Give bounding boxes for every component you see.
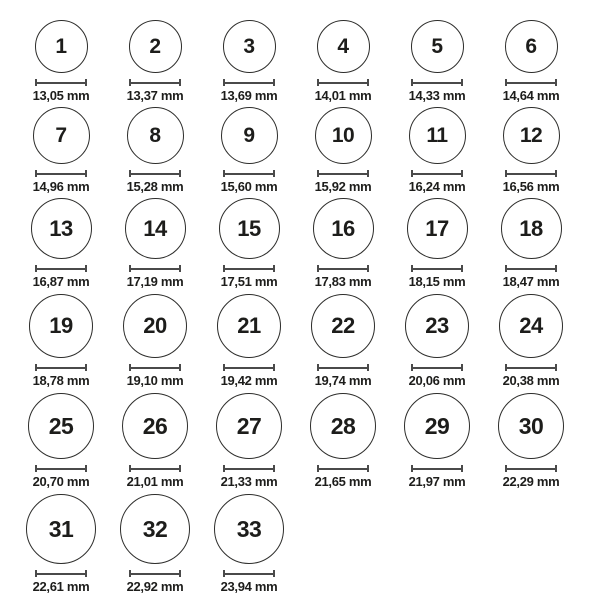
ring-size-cell-27: [202, 393, 296, 489]
diameter-label: 18,47 mm: [502, 274, 560, 289]
ring-size-number: 32: [142, 515, 168, 542]
ring-size-number: 25: [48, 412, 74, 439]
ring-circle: [120, 494, 190, 564]
diameter-measure-line: [35, 170, 87, 177]
ring-size-number: 13: [49, 215, 73, 241]
ring-circle: [501, 198, 562, 259]
diameter-label: 14,96 mm: [32, 179, 90, 194]
diameter-measure-line: [129, 265, 181, 272]
ring-size-number: 29: [424, 412, 450, 439]
ring-size-number: 5: [431, 34, 443, 58]
ring-circle: [313, 198, 374, 259]
ring-circle: [503, 107, 560, 164]
diameter-measure-line: [129, 570, 181, 577]
ring-size-number: 31: [48, 515, 74, 542]
diameter-measure-line: [411, 465, 463, 472]
ring-size-cell-1: [14, 20, 108, 103]
ring-size-number: 22: [331, 313, 355, 338]
ring-circle: [404, 393, 470, 459]
ring-size-number: 30: [518, 412, 544, 439]
ring-size-cell-12: [484, 107, 578, 194]
ring-size-cell-13: [14, 198, 108, 289]
ring-size-number: 12: [519, 123, 543, 147]
ring-size-number: 18: [519, 215, 543, 241]
ring-size-cell-4: [296, 20, 390, 103]
diameter-label: 19,10 mm: [126, 373, 184, 388]
ring-size-number: 20: [143, 313, 167, 338]
diameter-measure-line: [411, 79, 463, 86]
diameter-label: 13,37 mm: [126, 88, 184, 103]
diameter-label: 21,01 mm: [126, 474, 184, 489]
diameter-measure-line: [411, 265, 463, 272]
diameter-label: 22,92 mm: [126, 579, 184, 594]
ring-circle: [498, 393, 564, 459]
diameter-measure-line: [505, 79, 557, 86]
ring-size-number: 26: [142, 412, 168, 439]
ring-circle: [219, 198, 280, 259]
ring-circle: [216, 393, 282, 459]
diameter-measure-line: [223, 265, 275, 272]
ring-circle: [28, 393, 94, 459]
ring-size-number: 24: [519, 313, 543, 338]
diameter-measure-line: [411, 364, 463, 371]
ring-circle: [26, 494, 96, 564]
ring-size-cell-33: [202, 494, 296, 594]
diameter-measure-line: [317, 170, 369, 177]
diameter-label: 14,64 mm: [502, 88, 560, 103]
diameter-measure-line: [129, 465, 181, 472]
ring-size-number: 4: [337, 34, 349, 58]
diameter-label: 13,69 mm: [220, 88, 278, 103]
diameter-label: 16,87 mm: [32, 274, 90, 289]
ring-circle: [505, 20, 558, 73]
ring-circle: [35, 20, 88, 73]
ring-size-cell-26: [108, 393, 202, 489]
ring-circle: [409, 107, 466, 164]
diameter-label: 21,65 mm: [314, 474, 372, 489]
diameter-label: 20,06 mm: [408, 373, 466, 388]
ring-size-cell-23: [390, 294, 484, 388]
ring-size-number: 21: [237, 313, 261, 338]
ring-size-cell-8: [108, 107, 202, 194]
ring-size-cell-20: [108, 294, 202, 388]
ring-circle: [33, 107, 90, 164]
diameter-measure-line: [505, 170, 557, 177]
diameter-label: 19,42 mm: [220, 373, 278, 388]
ring-circle: [221, 107, 278, 164]
ring-circle: [217, 294, 281, 358]
chart-row-4: [14, 294, 600, 388]
diameter-measure-line: [223, 465, 275, 472]
ring-size-number: 33: [236, 515, 262, 542]
ring-size-cell-9: [202, 107, 296, 194]
ring-circle: [317, 20, 370, 73]
diameter-measure-line: [411, 170, 463, 177]
ring-size-number: 6: [525, 34, 537, 58]
ring-size-number: 7: [55, 123, 67, 147]
ring-size-cell-21: [202, 294, 296, 388]
ring-size-cell-11: [390, 107, 484, 194]
ring-size-cell-31: [14, 494, 108, 594]
diameter-measure-line: [505, 265, 557, 272]
ring-size-number: 15: [237, 215, 261, 241]
diameter-label: 23,94 mm: [220, 579, 278, 594]
ring-circle: [407, 198, 468, 259]
ring-size-cell-30: [484, 393, 578, 489]
ring-size-number: 19: [49, 313, 73, 338]
chart-row-1: [14, 20, 600, 103]
ring-size-cell-16: [296, 198, 390, 289]
ring-size-cell-17: [390, 198, 484, 289]
chart-row-5: [14, 393, 600, 489]
ring-circle: [315, 107, 372, 164]
ring-circle: [29, 294, 93, 358]
diameter-measure-line: [223, 79, 275, 86]
diameter-measure-line: [317, 465, 369, 472]
diameter-label: 22,29 mm: [502, 474, 560, 489]
diameter-label: 19,74 mm: [314, 373, 372, 388]
diameter-measure-line: [505, 465, 557, 472]
ring-circle: [310, 393, 376, 459]
chart-row-6: [14, 494, 600, 594]
ring-size-number: 1: [55, 34, 67, 58]
ring-circle: [223, 20, 276, 73]
diameter-measure-line: [317, 79, 369, 86]
ring-circle: [311, 294, 375, 358]
chart-row-3: [14, 198, 600, 289]
diameter-label: 21,33 mm: [220, 474, 278, 489]
ring-size-cell-25: [14, 393, 108, 489]
diameter-measure-line: [35, 465, 87, 472]
diameter-measure-line: [129, 79, 181, 86]
diameter-label: 21,97 mm: [408, 474, 466, 489]
ring-size-cell-15: [202, 198, 296, 289]
ring-size-cell-14: [108, 198, 202, 289]
diameter-measure-line: [317, 364, 369, 371]
ring-circle: [129, 20, 182, 73]
diameter-label: 15,28 mm: [126, 179, 184, 194]
ring-size-number: 28: [330, 412, 356, 439]
diameter-label: 18,78 mm: [32, 373, 90, 388]
ring-size-cell-29: [390, 393, 484, 489]
diameter-label: 17,19 mm: [126, 274, 184, 289]
ring-size-cell-6: [484, 20, 578, 103]
ring-size-number: 8: [149, 123, 161, 147]
diameter-label: 18,15 mm: [408, 274, 466, 289]
ring-size-cell-18: [484, 198, 578, 289]
ring-size-number: 23: [425, 313, 449, 338]
diameter-measure-line: [35, 570, 87, 577]
diameter-label: 20,38 mm: [502, 373, 560, 388]
ring-size-number: 9: [243, 123, 255, 147]
ring-size-number: 16: [331, 215, 355, 241]
diameter-measure-line: [129, 364, 181, 371]
diameter-measure-line: [505, 364, 557, 371]
chart-row-2: [14, 107, 600, 194]
ring-size-cell-3: [202, 20, 296, 103]
ring-size-cell-5: [390, 20, 484, 103]
ring-size-cell-2: [108, 20, 202, 103]
ring-size-number: 14: [143, 215, 167, 241]
diameter-measure-line: [223, 170, 275, 177]
ring-circle: [125, 198, 186, 259]
diameter-label: 16,56 mm: [502, 179, 560, 194]
ring-circle: [127, 107, 184, 164]
diameter-label: 17,51 mm: [220, 274, 278, 289]
ring-size-cell-24: [484, 294, 578, 388]
diameter-measure-line: [223, 364, 275, 371]
diameter-label: 16,24 mm: [408, 179, 466, 194]
ring-circle: [405, 294, 469, 358]
diameter-label: 15,60 mm: [220, 179, 278, 194]
ring-size-cell-28: [296, 393, 390, 489]
ring-circle: [31, 198, 92, 259]
ring-size-number: 17: [425, 215, 449, 241]
diameter-label: 15,92 mm: [314, 179, 372, 194]
ring-size-number: 27: [236, 412, 262, 439]
diameter-measure-line: [35, 265, 87, 272]
diameter-label: 17,83 mm: [314, 274, 372, 289]
diameter-label: 13,05 mm: [32, 88, 90, 103]
diameter-measure-line: [35, 364, 87, 371]
diameter-measure-line: [317, 265, 369, 272]
ring-circle: [499, 294, 563, 358]
diameter-label: 20,70 mm: [32, 474, 90, 489]
diameter-label: 14,33 mm: [408, 88, 466, 103]
diameter-label: 14,01 mm: [314, 88, 372, 103]
ring-circle: [214, 494, 284, 564]
ring-circle: [123, 294, 187, 358]
ring-size-cell-19: [14, 294, 108, 388]
ring-circle: [122, 393, 188, 459]
ring-size-number: 2: [149, 34, 161, 58]
ring-size-number: 10: [331, 123, 355, 147]
ring-size-number: 11: [426, 123, 448, 147]
diameter-measure-line: [35, 79, 87, 86]
ring-size-cell-32: [108, 494, 202, 594]
ring-size-number: 3: [243, 34, 255, 58]
ring-size-cell-10: [296, 107, 390, 194]
diameter-measure-line: [129, 170, 181, 177]
ring-size-cell-7: [14, 107, 108, 194]
ring-size-cell-22: [296, 294, 390, 388]
diameter-label: 22,61 mm: [32, 579, 90, 594]
diameter-measure-line: [223, 570, 275, 577]
ring-circle: [411, 20, 464, 73]
